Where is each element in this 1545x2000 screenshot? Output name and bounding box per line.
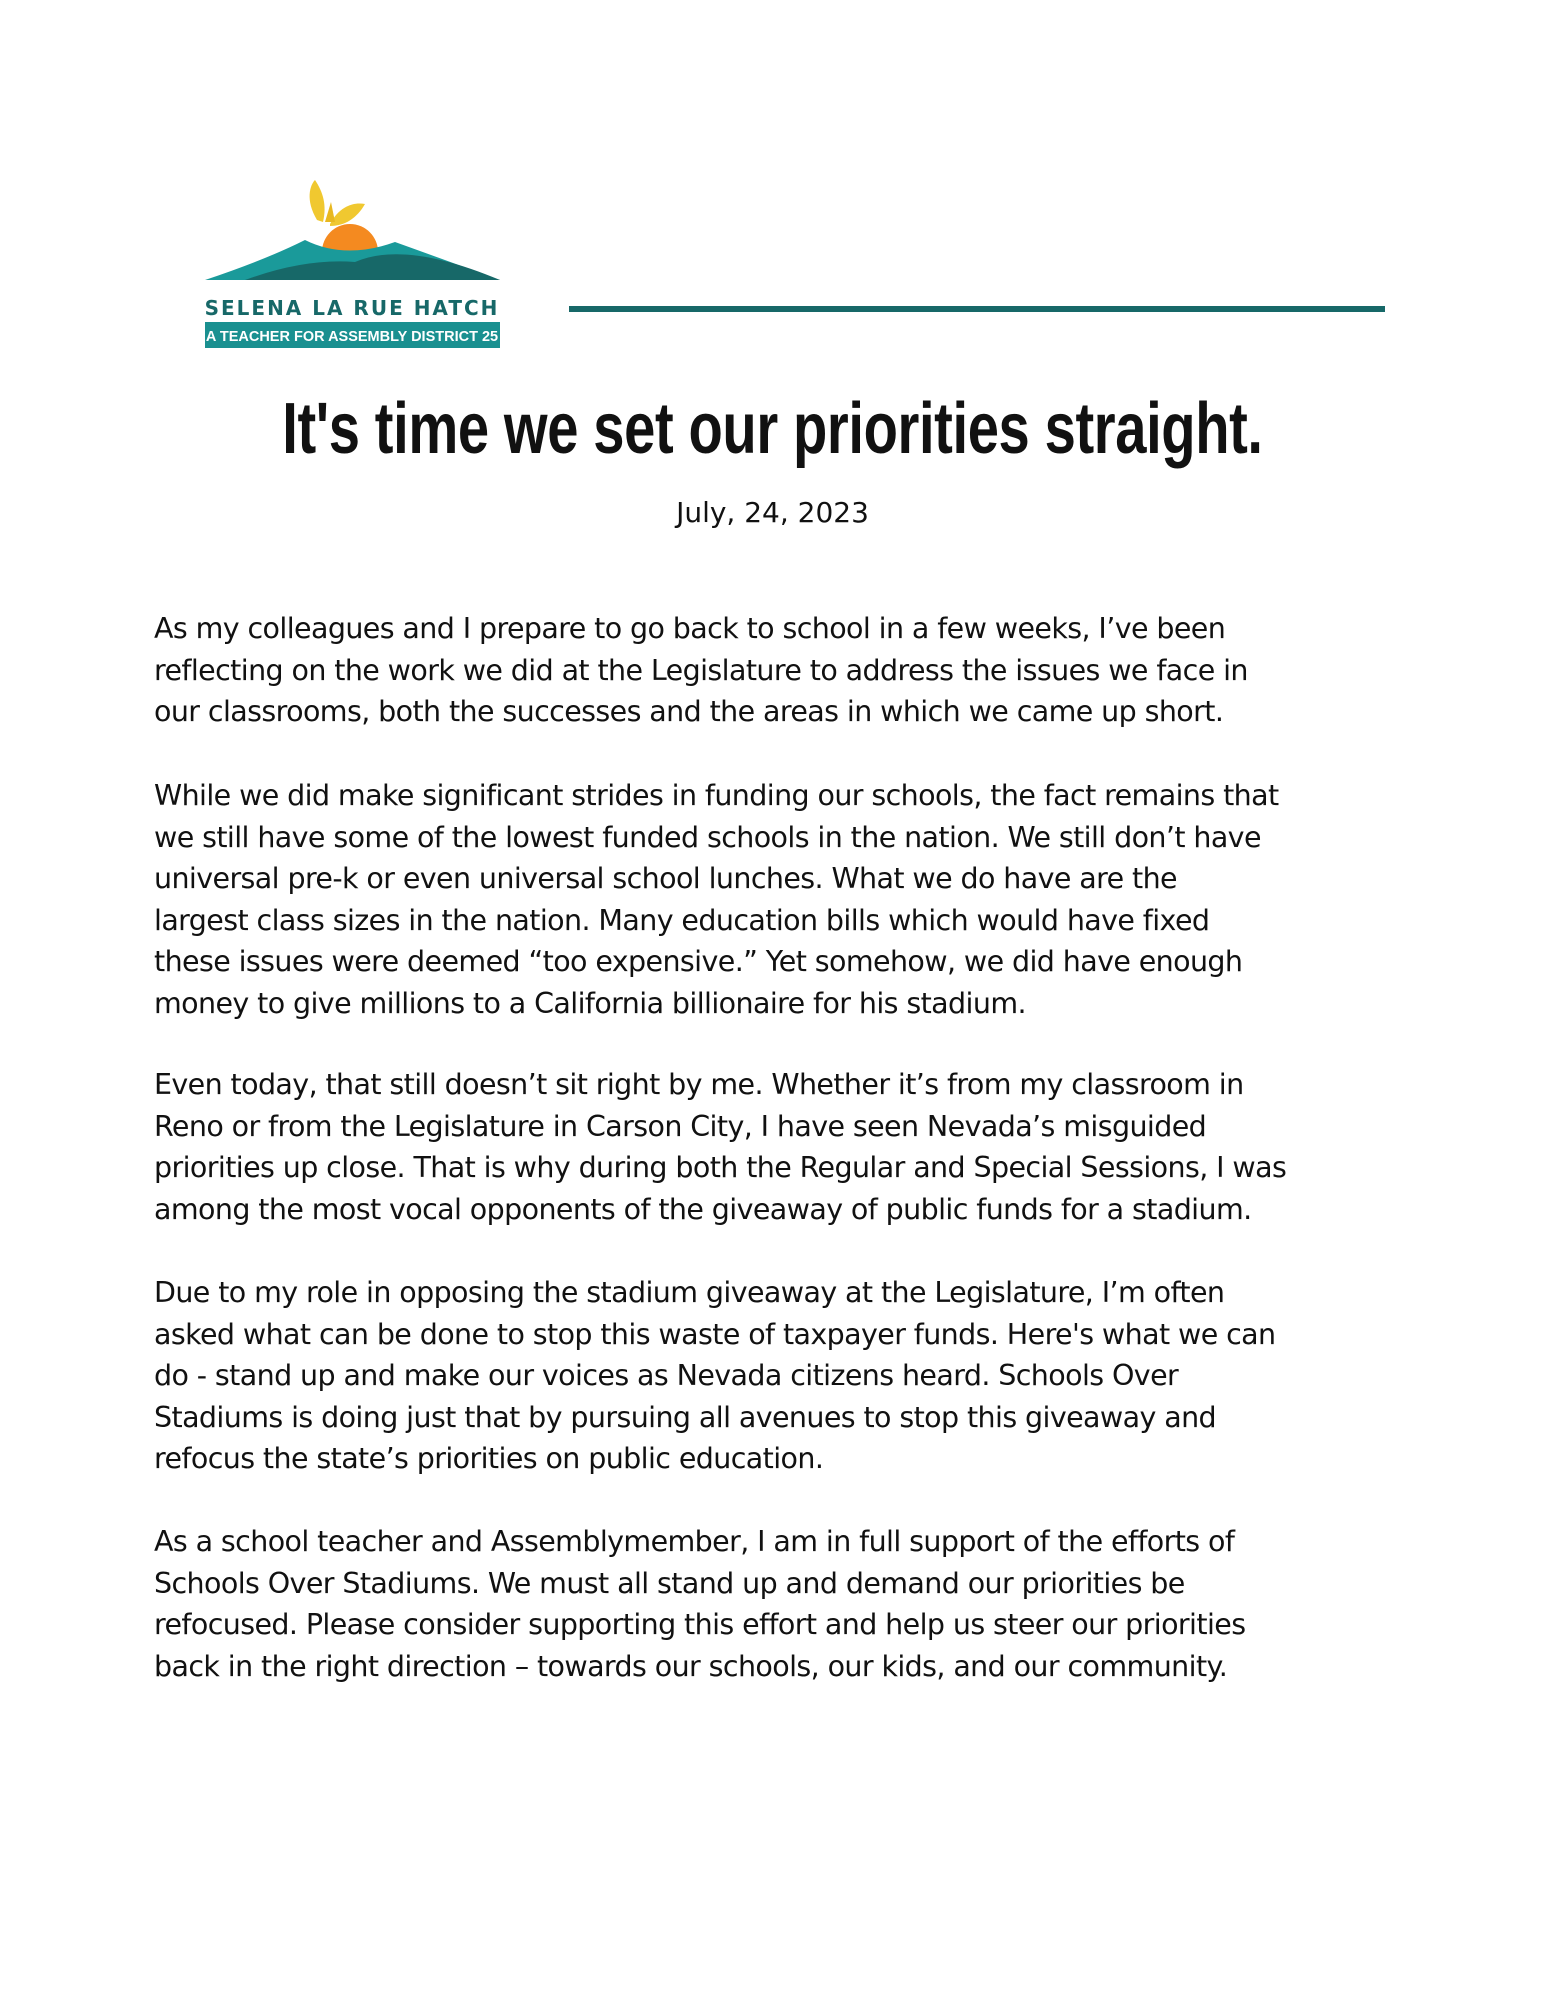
paragraph-line: back in the right direction – towards our schools, our kids, and our community. (154, 1649, 1228, 1683)
paragraph-line: among the most vocal opponents of the giveaway of public funds for a stadium. (154, 1192, 1252, 1226)
paragraph-line: priorities up close. That is why during both the Regular and Special Sessions, I was (154, 1151, 1287, 1184)
paragraph (154, 1521, 1404, 1687)
leaf-icon (310, 180, 325, 222)
paragraph-line: largest class sizes in the nation. Many education bills which would have fixed (154, 903, 1210, 937)
paragraph (154, 1064, 1404, 1230)
paragraph-line: Reno or from the Legislature in Carson City, I have seen Nevada’s misguided (154, 1109, 1207, 1143)
page-title (0, 388, 1545, 470)
paragraph-line: While we did make significant strides in funding our schools, the fact remains that (154, 779, 1279, 812)
paragraph-line: asked what can be done to stop this waste of taxpayer funds. Here's what we can (154, 1317, 1276, 1351)
paragraph-line: refocused. Please consider supporting this effort and help us steer our priorities (154, 1608, 1246, 1641)
title-text: It's time we set our priorities straight. (282, 389, 1263, 469)
paragraph (154, 1272, 1404, 1480)
header-divider (569, 306, 1385, 312)
paragraph-line: these issues were deemed “too expensive.” Yet somehow, we did have enough (154, 945, 1243, 978)
paragraph-line: do - stand up and make our voices as Nevada citizens heard. Schools Over (154, 1359, 1179, 1392)
paragraph-line: money to give millions to a California billionaire for his stadium. (154, 986, 1026, 1020)
paragraph-line: refocus the state’s priorities on public education. (154, 1442, 824, 1475)
paragraph-line: reflecting on the work we did at the Legislature to address the issues we face in (154, 653, 1248, 687)
paragraph-line: universal pre-k or even universal school lunches. What we do have are the (154, 862, 1177, 895)
logo-tagline: A TEACHER FOR ASSEMBLY DISTRICT 25 (205, 329, 499, 345)
paragraph-line: As my colleagues and I prepare to go back to school in a few weeks, I’ve been (154, 612, 1226, 645)
paragraph-line: Schools Over Stadiums. We must all stand up and demand our priorities be (154, 1566, 1185, 1600)
paragraph-line: Stadiums is doing just that by pursuing all avenues to stop this giveaway and (154, 1400, 1217, 1434)
campaign-logo (205, 180, 500, 350)
date: July, 24, 2023 (676, 496, 869, 529)
paragraph-line: our classrooms, both the successes and the areas in which we came up short. (154, 695, 1224, 728)
logo-name: SELENA LA RUE HATCH (205, 296, 500, 320)
paragraph (154, 775, 1404, 1024)
paragraph-line: As a school teacher and Assemblymember, I am in full support of the efforts of (154, 1525, 1235, 1558)
paragraph-line: we still have some of the lowest funded schools in the nation. We still don’t have (154, 820, 1261, 854)
paragraph-line: Even today, that still doesn’t sit right by me. Whether it’s from my classroom in (154, 1068, 1244, 1101)
paragraph-line: Due to my role in opposing the stadium giveaway at the Legislature, I’m often (154, 1276, 1225, 1309)
paragraph (154, 608, 1404, 733)
